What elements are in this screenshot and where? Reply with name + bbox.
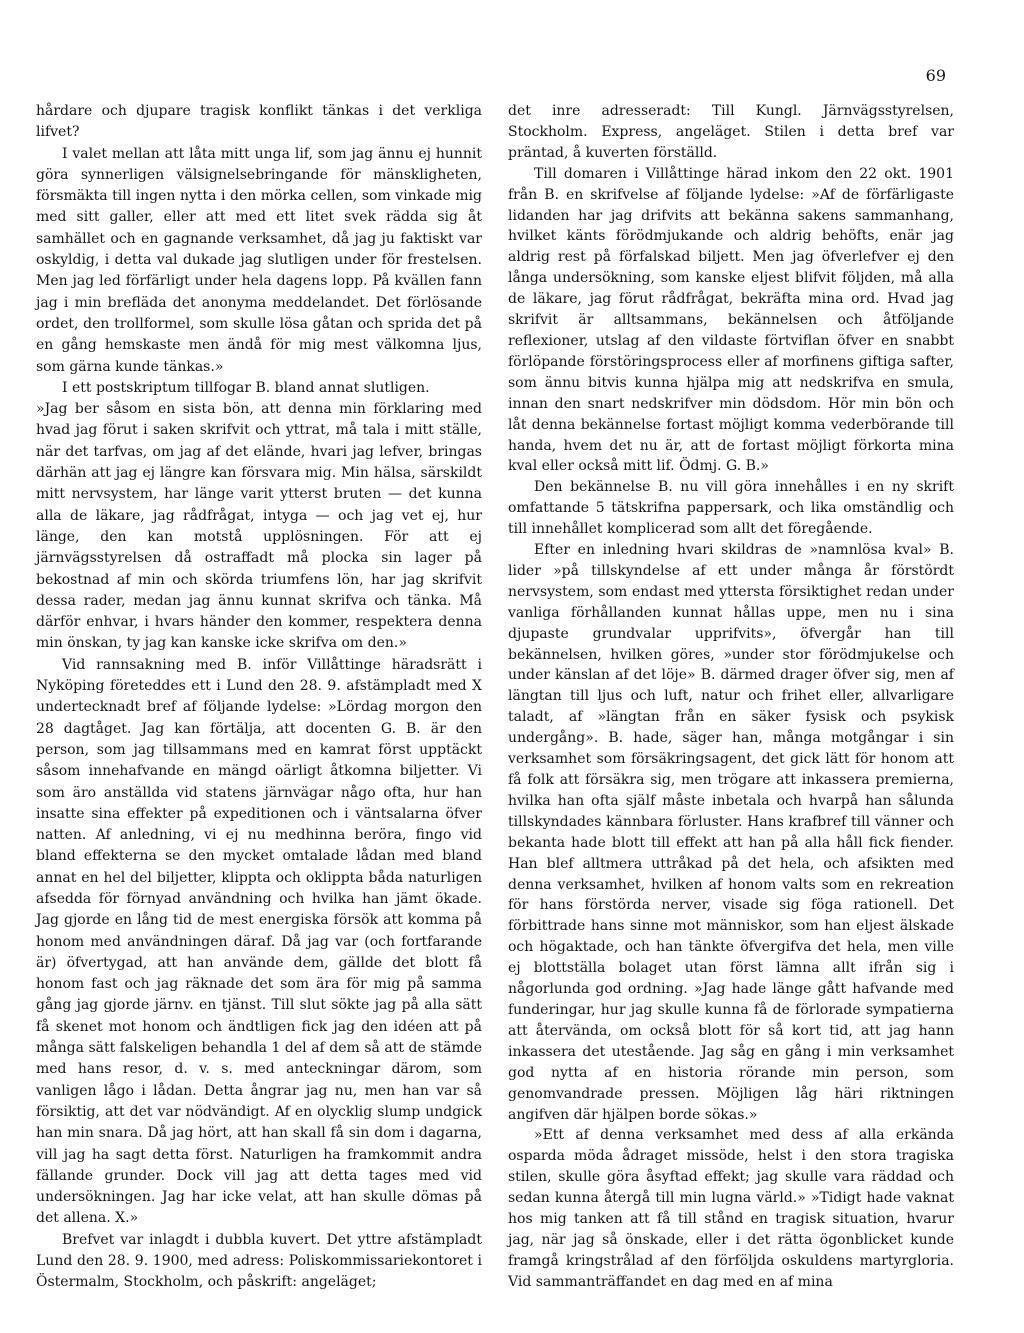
paragraph: hårdare och djupare tragisk konflikt tänkas i det verkliga lifvet? xyxy=(36,103,482,141)
page-number: 69 xyxy=(925,66,946,85)
left-column xyxy=(36,101,482,1294)
paragraph: Den bekännelse B. nu vill göra innehålles i en ny skrift omfattande 5 tätskrifna pappersark, och lika omständlig och till innehållet komplicerad som allt det föregående. xyxy=(508,479,954,538)
paragraph: I valet mellan att låta mitt unga lif, som jag ännu ej hunnit göra synnerligen välsignelsebringande för mänskligheten, försmäkta till ingen nytta i den mörka cellen, som vinkade mig med sitt galler, eller att med ett litet svek rädda sig åt samhället och en gagnande verksamhet, då jag ju faktiskt var oskyldig, i detta val dukade jag slutligen under för frestelsen. Men jag led förfärligt under hela dagens lopp. På kvällen fann jag i min brefläda det anonyma meddelandet. Det förlösande ordet, den trollformel, som skulle lösa gåtan och sprida det på en gång hemskaste men ändå för mig mest välkomna ljus, som gärna kunde tänkas.» xyxy=(36,145,482,375)
paragraph: Brefvet var inlagdt i dubbla kuvert. Det yttre afstämpladt Lund den 28. 9. 1900, med adress: Poliskommissariekontoret i Östermalm, Stockholm, och påskrift: angeläget; xyxy=(36,1231,482,1291)
paragraph: I ett postskriptum tillfogar B. bland annat slutligen. xyxy=(62,379,430,396)
paragraph: Efter en inledning hvari skildras de »namnlösa kval» B. lider »på tillskyndelse af ett under många år förstördt nervsystem, som endast med yttersta försiktighet redan under vanliga förhållanden kunnat hållas uppe, men nu i sina djupaste grundvalar upprifvits», öfvergår han till bekännelsen, hvilken göres, »under stor förödmjukelse och under känslan af det löje» B. därmed drager öfver sig, men af längtan till ljus och luft, natur och frihet eller, allvarligare taladt, af »längtan från en säker fysisk och psykisk undergång». B. hade, säger han, många motgångar i sin verksamhet som försäkringsagent, det gick lätt för honom att få folk att försäkra sig, men trögare att inkassera premierna, hvilka han ofta själf måste inbetala och hvarpå han sålunda tillskyndades kännbara förluster. Hans krafbref till vänner och bekanta hade blott till effekt att han på alla håll fick fiender. Han blef alltmera uttråkad på det hela, och afsikten med denna verksamhet, hvilken af honom valts som en rekreation för hans förstörda nerver, visade sig föga rationell. Det förbittrade hans sinne mot människor, som han eljest älskade och högaktade, och han tänkte öfvergifva det hela, men ville ej blottställa bolaget utan först lämna allt ifrån sig i någorlunda god ordning. »Jag hade länge gått hafvande med funderingar, hur jag skulle kunna få de förlorade sympatierna att återvända, om också blott för så kort tid, att jag hann inkassera det utestående. Jag såg en gång i min verksamhet god nytta af en historia rörande min person, som genomvandrade pressen. Möjligen låg häri riktningen angifven där hjälpen borde sökas.» xyxy=(508,542,954,1123)
paragraph: Vid rannsakning med B. inför Villåttinge häradsrätt i Nyköping företeddes ett i Lund den 28. 9. afstämpladt med X undertecknadt bref af följande lydelse: »Lördag morgon den 28 dagtåget. Jag kan förtälja, att docenten G. B. är den person, som jag tillsammans med en kamrat först upptäckt såsom innehafvande en mängd oärligt åtkomna biljetter. Vi som äro anställda vid statens järnvägar någo ofta, hur han insatte sina effekter på expeditionen och i väntsalarna öfver natten. Af anledning, vi ej nu medhinna beröra, fingo vid bland effekterna se den mycket omtalade lådan med bland annat en hel del biljetter, klippta och oklippta båda naturligen afsedda för förnyad användning och hvilka han jämt ökade. Jag gjorde en lång tid de mest energiska försök att komma på honom med användningen däraf. Då jag var (och fortfarande är) öfvertygad, att han använde dem, gällde det blott få honom fast och jag räknade det som ära för mig på samma gång jag gjorde järnv. en tjänst. Till slut sökte jag på alla sätt få skenet mot honom och ändtligen fick jag den idéen att på många sätt falskeligen behandla 1 del af dem så att de stämde med hans resor, d. v. s. med anteckningar därom, som vanligen lågo i lådan. Detta ångrar jag nu, men han var så försiktig, att det var nödvändigt. Af en olycklig slump undgick han min snara. Då jag hört, att han skall få sin dom i dagarna, vill jag ha sagt detta först. Naturligen ha framkommit andra fällande grunder. Dock vill jag att detta tages med vid undersökningen. Jag har icke velat, att han skulle dömas på det allena. X.» xyxy=(36,656,482,1227)
paragraph: »Jag ber såsom en sista bön, att denna min förklaring med hvad jag förut i saken skrifvit och yttrat, må tala i mitt ställe, när det tarfvas, om jag af det elände, hvari jag lefver, bringas därhän att jag ej längre kan försvara mig. Min hälsa, särskildt mitt nervsystem, har länge varit ytterst bruten — det kunna alla de läkare, jag rådfrågat, intyga — och jag vet ej, hur länge, den kan motstå upplösningen. För att ej järnvägsstyrelsen då ostraffadt må plocka sin lager på bekostnad af min och skörda triumfens lön, har jag skrifvit dessa rader, medan jag ännu kunnat skrifva och tänka. Må därför enhvar, i hvars händer den kommer, respektera denna min önskan, ty jag kan kanske icke skrifva om den.» xyxy=(36,401,482,652)
paragraph: »Ett af denna verksamhet med dess af alla erkända osparda möda ådraget missöde, helst i den stora tragiska stilen, skulle göra åsyftad effekt; jag skulle vara räddad och sedan kunna återgå till min lugna värld.» »Tidigt hade vaknat hos mig tanken att få till stånd en tragisk situation, hvarur jag, när jag så önskade, eller i det rätta ögonblicket kunde framgå kringstrålad af den förföljda oskuldens martyrgloria. Vid sammanträffandet en dag med en af mina xyxy=(508,1127,954,1290)
paragraph: det inre adresseradt: Till Kungl. Järnvägsstyrelsen, Stockholm. Express, angeläget. Stilen i detta bref var präntad, å kuverten förställd. xyxy=(508,103,954,161)
right-column xyxy=(508,101,954,1293)
paragraph: Till domaren i Villåttinge härad inkom den 22 okt. 1901 från B. en skrifvelse af följande lydelse: »Af de förfärligaste lidanden har jag drifvits att bekänna sakens sammanhang, hvilket känts förödmjukande och aldrig behöfts, enär jag aldrig rest på förfalskad biljett. Men jag öfverlefver ej den långa undersökning, som kanske eljest blifvit följden, må alla de läkare, jag förut rådfrågat, bekräfta mina ord. Hvad jag skrifvit är alltsammans, bekännelsen och åtföljande reflexioner, utslag af den vildaste förtviflan öfver en snabbt förlöpande förstöringsprocess eller af morfinens giftiga safter, som ännu bitvis kunna hjälpa mig att nedskrifva en smula, innan den snart nedskrifver min dödsdom. Hör min bön och låt denna bekännelse fortast möjligt komma vederbörande till handa, hvem det nu är, att de fortast möjligt förkorta mina kval eller också mitt lif. Ödmj. G. B.» xyxy=(508,165,954,475)
